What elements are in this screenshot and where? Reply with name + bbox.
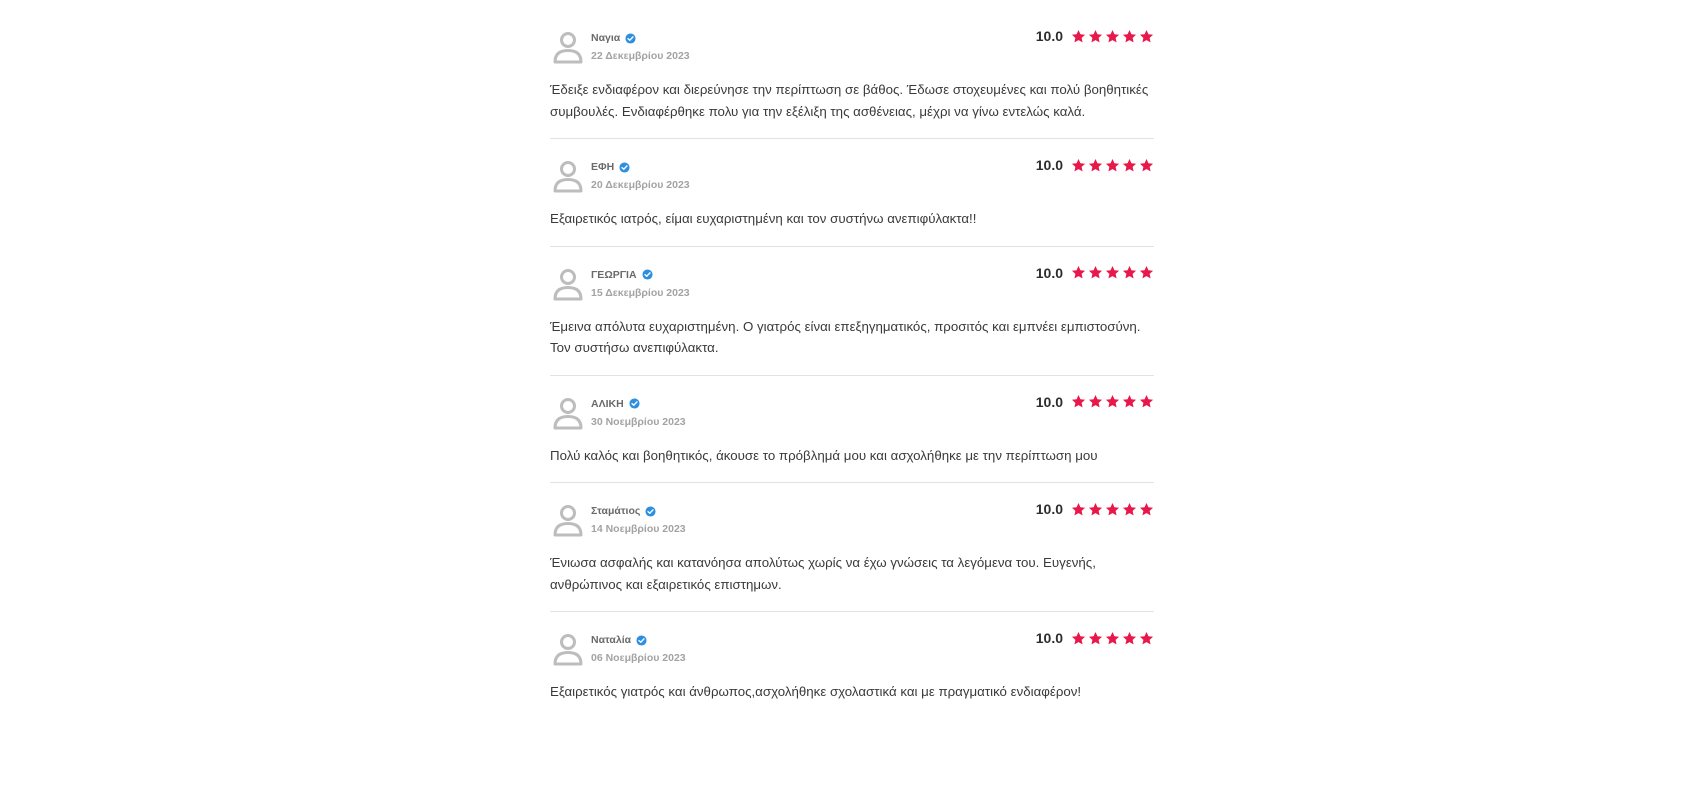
reviewer-name: ΓΕΩΡΓΙΑ xyxy=(591,268,637,281)
review-text: Έδειξε ενδιαφέρον και διερεύνησε την περίπτωση σε βάθος. Έδωσε στοχευμένες και πολύ βοηθητικές συμβουλές. Ενδιαφέρθηκε πολυ για την εξέλιξη της ασθένειας, μέχρι να γίνω εντελώς καλά. xyxy=(550,82,1149,119)
reviewer-meta xyxy=(591,633,686,664)
review-date: 14 Νοεμβρίου 2023 xyxy=(591,523,686,535)
reviewer-name-row xyxy=(591,633,686,647)
verified-check-icon xyxy=(645,506,656,517)
review-item xyxy=(550,630,1154,719)
star-icon xyxy=(1071,502,1086,517)
reviewer-name-row xyxy=(591,268,690,282)
review-rating xyxy=(1036,28,1154,44)
reviewer-name: Σταμάτιος xyxy=(591,505,641,517)
verified-check-icon xyxy=(636,635,647,646)
star-icon xyxy=(1122,265,1137,280)
star-icon xyxy=(1122,394,1137,409)
rating-score: 10.0 xyxy=(1035,28,1063,44)
review-date: 20 Δεκεμβρίου 2023 xyxy=(591,179,690,191)
review-rating xyxy=(1036,501,1154,517)
star-icon xyxy=(1122,158,1137,173)
review-date: 22 Δεκεμβρίου 2023 xyxy=(591,50,690,62)
review-text: Πολύ καλός και βοηθητικός, άκουσε το πρόβλημά μου και ασχολήθηκε με την περίπτωση μου xyxy=(550,447,1098,463)
review-item xyxy=(550,28,1154,139)
star-icon xyxy=(1088,394,1103,409)
verified-check-icon xyxy=(629,398,640,409)
star-icon xyxy=(1122,29,1137,44)
reviewer-meta xyxy=(591,160,690,191)
review-date: 15 Δεκεμβρίου 2023 xyxy=(591,286,690,299)
reviewer-name: ΑΛΙΚΗ xyxy=(591,397,624,410)
review-date: 06 Νοεμβρίου 2023 xyxy=(591,652,686,664)
review-header xyxy=(550,394,1154,430)
star-icon xyxy=(1071,631,1086,646)
verified-check-icon xyxy=(625,33,636,44)
star-icon xyxy=(1105,265,1120,280)
review-header xyxy=(550,501,1154,537)
reviewer-name-row xyxy=(591,31,690,45)
star-icon xyxy=(1071,394,1086,409)
star-icon xyxy=(1139,29,1154,44)
reviewer-meta xyxy=(591,397,686,428)
star-icon xyxy=(1122,631,1137,646)
star-icon xyxy=(1139,265,1154,280)
star-icon xyxy=(1105,29,1120,44)
star-icon xyxy=(1071,29,1086,44)
star-icon xyxy=(1071,265,1086,280)
star-icon xyxy=(1139,394,1154,409)
review-item xyxy=(550,157,1154,247)
verified-check-icon xyxy=(619,162,630,173)
reviewer-name: ΕΦΗ xyxy=(591,161,615,173)
review-rating xyxy=(1036,157,1154,173)
star-icon xyxy=(1088,29,1103,44)
review-text: Έμεινα απόλυτα ευχαριστημένη. Ο γιατρός είναι επεξηγηματικός, προσιτός και εμπνέει εμπιστοσύνη. Τον συστήσω ανεπιφύλακτα. xyxy=(550,318,1141,355)
reviewer-name: Ναταλία xyxy=(591,634,632,646)
verified-check-icon xyxy=(642,269,653,280)
rating-score: 10.0 xyxy=(1035,393,1063,410)
reviews-list xyxy=(550,28,1154,737)
reviewer-meta xyxy=(591,31,690,62)
star-icon xyxy=(1071,158,1086,173)
review-rating xyxy=(1036,265,1154,281)
review-header xyxy=(550,157,1154,193)
star-icon xyxy=(1105,394,1120,409)
review-text: Εξαιρετικός ιατρός, είμαι ευχαριστημένη και τον συστήνω ανεπιφύλακτα!! xyxy=(550,211,977,226)
reviewer-name-row xyxy=(591,160,690,174)
review-rating xyxy=(1036,630,1154,646)
review-header xyxy=(550,265,1154,301)
review-item xyxy=(550,265,1154,376)
star-icon xyxy=(1105,502,1120,517)
user-silhouette-icon xyxy=(552,396,584,430)
rating-score: 10.0 xyxy=(1035,264,1063,281)
rating-score: 10.0 xyxy=(1035,157,1063,173)
rating-score: 10.0 xyxy=(1035,501,1063,517)
star-icon xyxy=(1139,158,1154,173)
star-icon xyxy=(1105,158,1120,173)
star-icon xyxy=(1088,631,1103,646)
review-item xyxy=(550,394,1154,484)
reviewer-meta xyxy=(591,504,686,535)
review-rating xyxy=(1036,394,1154,410)
star-icon xyxy=(1122,502,1137,517)
review-header xyxy=(550,28,1154,64)
review-date: 30 Νοεμβρίου 2023 xyxy=(591,415,686,428)
reviewer-meta xyxy=(591,268,690,299)
star-icon xyxy=(1088,158,1103,173)
review-item xyxy=(550,501,1154,612)
user-silhouette-icon xyxy=(552,503,584,537)
reviewer-name: Ναγια xyxy=(591,32,621,44)
reviewer-name-row xyxy=(591,504,686,518)
star-icon xyxy=(1139,631,1154,646)
user-silhouette-icon xyxy=(552,30,584,64)
user-silhouette-icon xyxy=(552,267,584,301)
review-text: Εξαιρετικός γιατρός και άνθρωπος,ασχολήθηκε σχολαστικά και με πραγματικό ενδιαφέρον! xyxy=(550,684,1082,699)
user-silhouette-icon xyxy=(552,159,584,193)
review-header xyxy=(550,630,1154,666)
reviewer-name-row xyxy=(591,397,686,411)
star-icon xyxy=(1139,502,1154,517)
rating-score: 10.0 xyxy=(1035,630,1063,646)
user-silhouette-icon xyxy=(552,632,584,666)
star-icon xyxy=(1088,502,1103,517)
review-text: Ένιωσα ασφαλής και κατανόησα απολύτως χωρίς να έχω γνώσεις τα λεγόμενα του. Ευγενής, ανθρώπινος και εξαιρετικός επιστημων. xyxy=(550,555,1096,592)
star-icon xyxy=(1088,265,1103,280)
star-icon xyxy=(1105,631,1120,646)
